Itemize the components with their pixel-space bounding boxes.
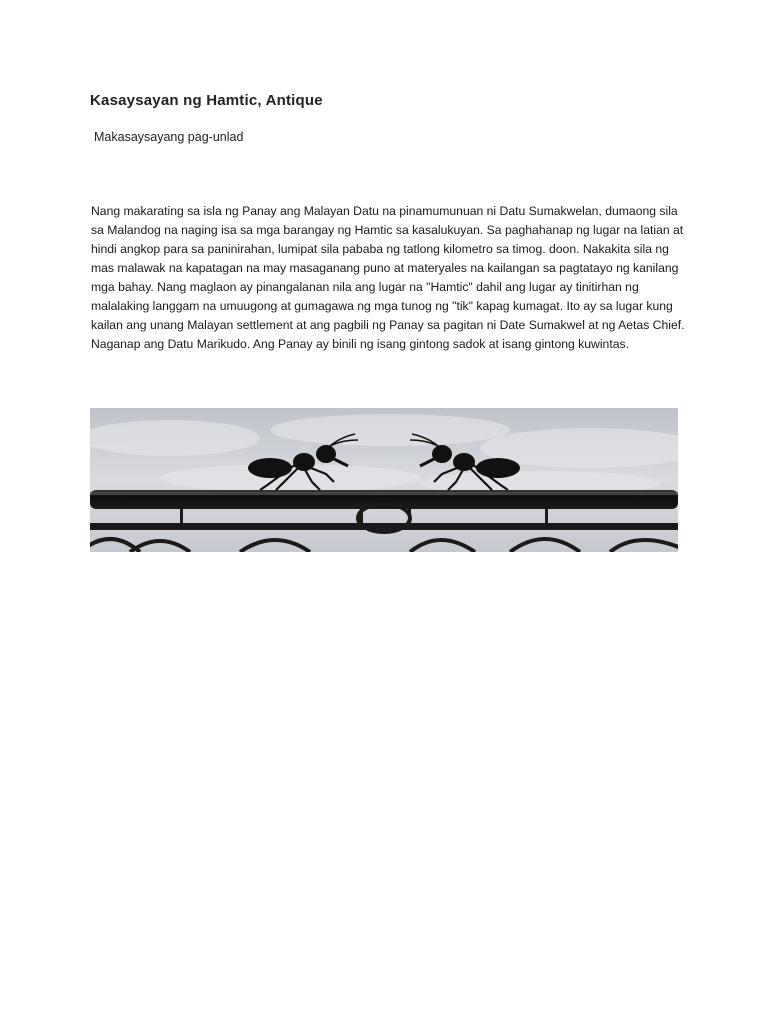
body-paragraph: Nang makarating sa isla ng Panay ang Malayan Datu na pinamumunuan ni Datu Sumakwelan, dumaong sila sa Malandog na naging isa sa mga barangay ng Hamtic sa kasalukuyan. Sa paghahanap ng lugar na latian at hindi angkop para sa paninirahan, lumipat sila pababa ng tatlong kilometro sa timog. doon. Nakakita sila ng mas malawak na kapatagan na may masaganang puno at materyales na kailangan sa pagtatayo ng kanilang mga bahay. Nang maglaon ay pinangalanan nila ang lugar na "Hamtic" dahil ang lugar ay tinitirhan ng malalaking langgam na umuugong at gumagawa ng mga tunog ng "tik" kapag kumagat. Ito ay sa lugar kung kailan ang unang Malayan settlement at ang pagbili ng Panay sa pagitan ni Date Sumakwel at ng Aetas Chief. Naganap ang Datu Marikudo. Ang Panay ay binili ng isang gintong sadok at isang gintong kuwintas. xyxy=(91,204,685,351)
ants-on-railing-image xyxy=(90,408,678,552)
document-subtitle: Makasaysayang pag-unlad xyxy=(94,130,244,144)
document-title: Kasaysayan ng Hamtic, Antique xyxy=(90,92,323,109)
